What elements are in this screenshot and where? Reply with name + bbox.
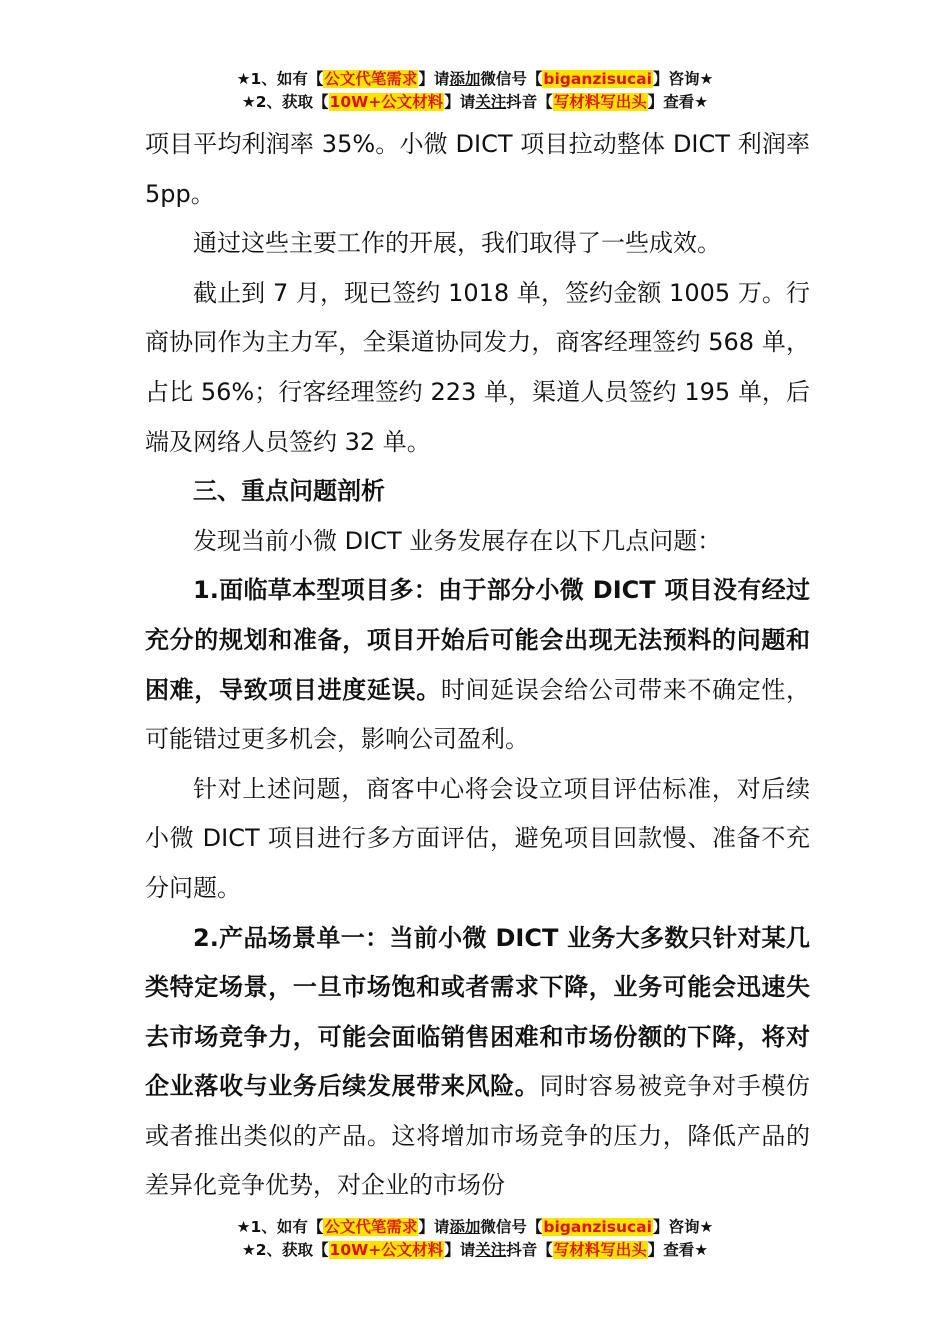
footer-banner xyxy=(0,1216,950,1262)
paragraph-issue-1: 1.面临草本型项目多：由于部分小微 DICT 项目没有经过充分的规划和准备，项目开始后可能会出现无法预料的问题和困难，导致项目进度延误。时间延误会给公司带来不确定性，可能错过更多机会，影响公司盈利。 xyxy=(145,576,811,754)
highlight-ghostwriting: 公文代笔需求 xyxy=(324,70,418,88)
paragraph-profit: 项目平均利润率 35%。小微 DICT 项目拉动整体 DICT 利润率 5pp。 xyxy=(145,130,810,208)
section-heading-3: 三、重点问题剖析 xyxy=(193,477,385,506)
paragraph-issues-intro: 发现当前小微 DICT 业务发展存在以下几点问题： xyxy=(193,526,722,555)
header-banner xyxy=(0,68,950,114)
banner-line-1: ★1、如有【公文代笔需求】请添加微信号【biganzisucai】咨询★ xyxy=(236,1218,714,1236)
paragraph-issue-2: 2.产品场景单一：当前小微 DICT 业务大多数只针对某几类特定场景，一旦市场饱和或者需求下降，业务可能会迅速失去市场竞争力，可能会面临销售困难和市场份额的下降，将对企业落收与业务后续发展带来风险。同时容易被竞争对手模仿或者推出类似的产品。这将增加市场竞争的压力，降低产品的差异化竞争优势，对企业的市场份 xyxy=(145,923,811,1200)
highlight-douyin: 写材料写出头 xyxy=(553,1241,647,1259)
banner-line-1: ★1、如有【公文代笔需求】请添加微信号【biganzisucai】咨询★ xyxy=(236,70,714,88)
banner-line-2: ★2、获取【10W+公文材料】请关注抖音【写材料写出头】查看★ xyxy=(241,1241,709,1259)
highlight-wechat-id: biganzisucai xyxy=(543,1218,652,1236)
highlight-douyin: 写材料写出头 xyxy=(553,93,647,111)
banner-line-2: ★2、获取【10W+公文材料】请关注抖音【写材料写出头】查看★ xyxy=(241,93,709,111)
paragraph-signing-stats: 截止到 7 月，现已签约 1018 单，签约金额 1005 万。行商协同作为主力军，全渠道协同发力，商客经理签约 568 单，占比 56%；行客经理签约 223 单，渠道人员签约 195 单，后端及网络人员签约 32 单。 xyxy=(145,278,810,456)
highlight-materials: 10W+公文材料 xyxy=(329,1241,444,1259)
document-body xyxy=(145,120,810,1211)
highlight-ghostwriting: 公文代笔需求 xyxy=(324,1218,418,1236)
highlight-materials: 10W+公文材料 xyxy=(329,93,444,111)
highlight-wechat-id: biganzisucai xyxy=(543,70,652,88)
paragraph-results-intro: 通过这些主要工作的开展，我们取得了一些成效。 xyxy=(193,229,721,258)
paragraph-issue-1-response: 针对上述问题，商客中心将会设立项目评估标准，对后续小微 DICT 项目进行多方面评估，避免项目回款慢、准备不充分问题。 xyxy=(145,774,810,902)
